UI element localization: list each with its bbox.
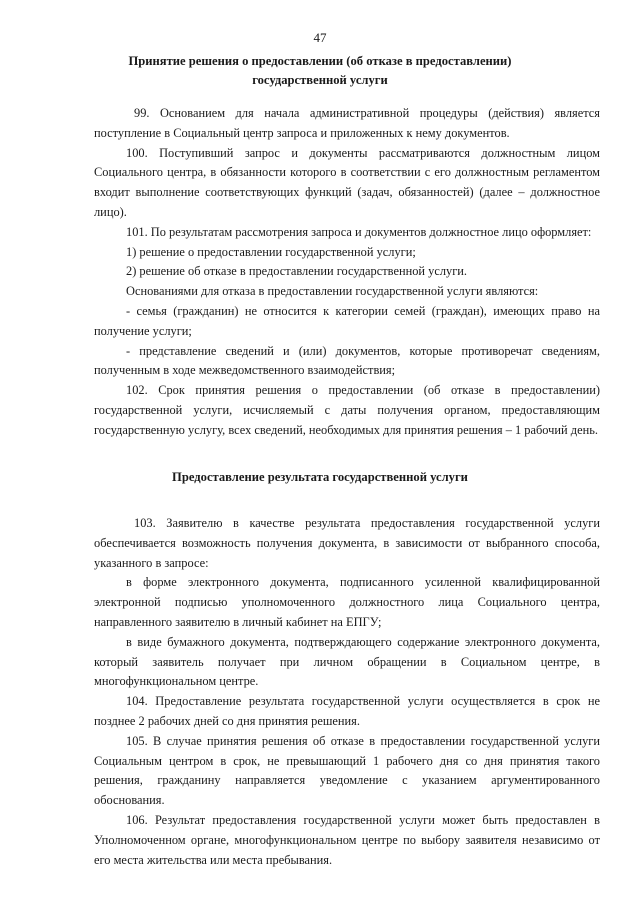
section-heading-line-1: Принятие решения о предоставлении (об отказе в предоставлении) <box>128 54 512 68</box>
paragraph-refusal-grounds: Основаниями для отказа в предоставлении государственной услуги являются: <box>126 284 539 299</box>
paragraph-104: 104. Предоставление результата государственной услуги осуществляется в срок не позднее 2 рабочих дней со дня принятия решения. <box>94 694 600 728</box>
list-item-refusal-ground-2: - представление сведений и (или) документов, которые противоречат сведениям, полученным в ходе межведомственного взаимодействия; <box>94 343 600 378</box>
list-item-electronic-form: в форме электронного документа, подписанного усиленной квалифицированной электронной подписью уполномоченного должностного лица Социального центра, направленного заявителю в личный кабинет на ЕПГУ; <box>94 575 600 629</box>
list-item-decision-grant: 1) решение о предоставлении государственной услуги; <box>126 244 416 259</box>
paragraph-100: 100. Поступивший запрос и документы рассматриваются должностным лицом Социального центра, в обязанности которого в соответствии с его должностным регламентом входит выполнение соответствующих функций (задач, обязанностей) (далее – должностное лицо). <box>94 145 600 219</box>
paragraph-102: 102. Срок принятия решения о предоставлении (об отказе в предоставлении) государственной услуги, исчисляемый с даты получения органом, предоставляющим государственную услугу, всех сведений, необходимых для принятия решения – 1 рабочий день. <box>94 383 600 437</box>
section-heading-decision <box>0 52 640 90</box>
section-body-decision <box>94 104 600 441</box>
paragraph-103: 103. Заявителю в качестве результата предоставления государственной услуги обеспечивается возможность получения документа, в зависимости от выбранного способа, указанного в запросе: <box>94 516 600 570</box>
list-item-paper-form: в виде бумажного документа, подтверждающего содержание электронного документа, который заявитель получает при личном обращении в Социальном центре, в многофункциональном центре. <box>94 634 600 689</box>
list-item-decision-refusal: 2) решение об отказе в предоставлении государственной услуги. <box>126 264 468 279</box>
section-body-result <box>94 514 600 870</box>
section-heading-line-2: государственной услуги <box>252 73 388 87</box>
page-number: 47 <box>313 30 327 45</box>
paragraph-106: 106. Результат предоставления государственной услуги может быть предоставлен в Уполномоченном органе, многофункциональном центре по выбору заявителя независимо от его места жительства или места пребывания. <box>94 812 600 867</box>
paragraph-101: 101. По результатам рассмотрения запроса и документов должностное лицо оформляет: <box>126 224 592 239</box>
list-item-refusal-ground-1: - семья (гражданин) не относится к категории семей (граждан), имеющих право на получение услуги; <box>94 303 600 338</box>
paragraph-99: 99. Основанием для начала административной процедуры (действия) является поступление в Социальный центр запроса и приложенных к нему документов. <box>94 106 600 140</box>
section-heading-result: Предоставление результата государственной услуги <box>172 470 468 484</box>
paragraph-105: 105. В случае принятия решения об отказе в предоставлении государственной услуги Социальным центром в срок, не превышающий 1 рабочего дня со дня принятия такого решения, гражданину направляется уведомление с указанием аргументированного обоснования. <box>94 733 600 808</box>
